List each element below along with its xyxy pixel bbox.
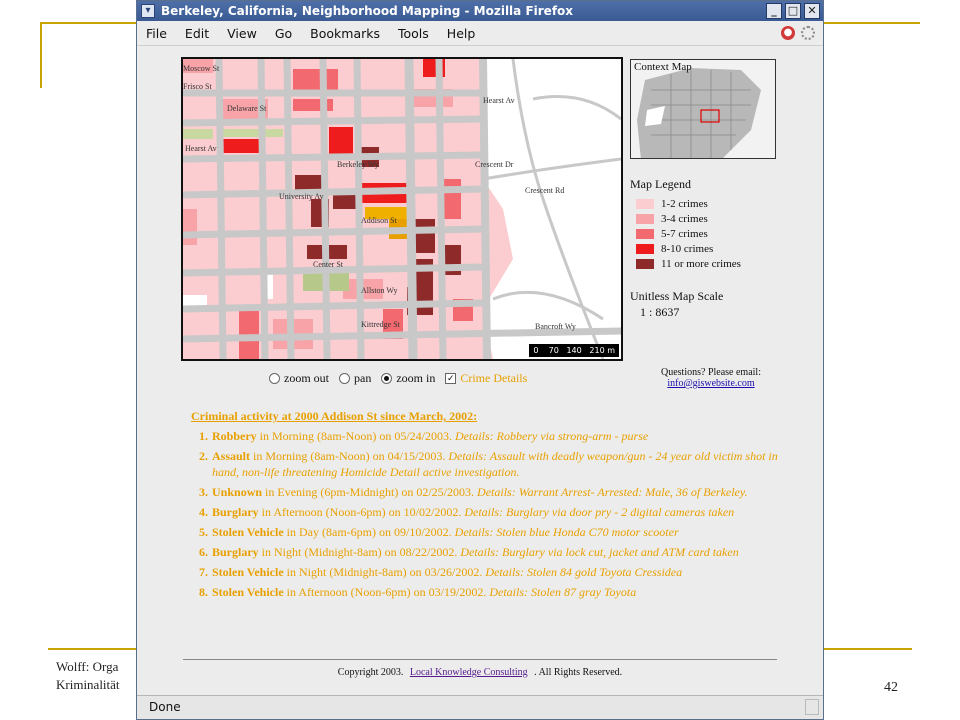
- title-bar[interactable]: [137, 1, 823, 21]
- window-title: Berkeley, California, Neighborhood Mapping - Mozilla Firefox: [161, 4, 574, 18]
- slide-footer: [56, 658, 120, 694]
- list-item: 4. Burglary in Afternoon (Noon-6pm) on 10/02/2002. Details: Burglary via door pry - 2 digital cameras taken: [199, 505, 735, 519]
- page-content: [137, 47, 823, 693]
- svg-text:Berkeley Wy: Berkeley Wy: [337, 160, 379, 169]
- menu-bar: [137, 21, 823, 46]
- legend-swatch: [636, 259, 654, 269]
- status-text: Done: [149, 700, 181, 714]
- menu-edit[interactable]: Edit: [184, 25, 210, 41]
- legend-title: Map Legend: [630, 177, 691, 191]
- context-map-title: Context Map: [634, 61, 692, 73]
- status-panel: [805, 699, 819, 715]
- browser-window: [136, 0, 824, 720]
- toolbar-icons: [781, 26, 815, 40]
- questions-text: Questions? Please email:: [661, 367, 761, 378]
- list-item: 5. Stolen Vehicle in Day (8am-6pm) on 09/10/2002. Details: Stolen blue Honda C70 motor scooter: [199, 525, 679, 539]
- menu-go[interactable]: Go: [274, 25, 293, 41]
- svg-text:Kittredge St: Kittredge St: [361, 320, 400, 329]
- zoom-in-label[interactable]: zoom in: [396, 371, 436, 385]
- window-menu-icon[interactable]: ▾: [141, 4, 155, 18]
- svg-text:Center St: Center St: [313, 260, 343, 269]
- minimize-button[interactable]: _: [766, 3, 782, 19]
- map-scalebar: 0 70 140 210 m: [529, 344, 619, 357]
- contact-email-link[interactable]: info@giswebsite.com: [667, 378, 755, 389]
- svg-text:Crescent Rd: Crescent Rd: [525, 186, 565, 195]
- map-tools: [269, 371, 527, 386]
- svg-text:Crescent Dr: Crescent Dr: [475, 160, 514, 169]
- svg-text:Delaware St: Delaware St: [227, 104, 267, 113]
- list-item: 8. Stolen Vehicle in Afternoon (Noon-6pm) on 03/19/2002. Details: Stolen 87 gray Toyota: [199, 585, 637, 599]
- legend-item: 11 or more crimes: [636, 256, 790, 271]
- slide-left-accent: [40, 22, 42, 88]
- legend-swatch: [636, 229, 654, 239]
- copyright-footer: Copyright 2003. Local Knowledge Consulting . All Rights Reserved.: [337, 667, 623, 678]
- legend-item: 8-10 crimes: [636, 241, 790, 256]
- footer-divider: [183, 659, 777, 660]
- stop-icon[interactable]: ●: [781, 26, 795, 40]
- pan-label[interactable]: pan: [354, 371, 372, 385]
- menu-view[interactable]: View: [227, 25, 257, 41]
- svg-text:Allston Wy: Allston Wy: [361, 286, 398, 295]
- zoom-out-label[interactable]: zoom out: [284, 371, 329, 385]
- slide-footer-line1: Wolff: Orga: [56, 659, 119, 674]
- svg-text:University Av: University Av: [279, 192, 324, 201]
- list-item: 2. Assault in Morning (8am-Noon) on 04/15/2003. Details: Assault with deadly weapon/gun - 24 year old victim shot in hand, non-life threatening Homicide Detail active investigation.: [199, 449, 778, 479]
- menu-file[interactable]: File: [146, 25, 167, 41]
- menu-tools[interactable]: Tools: [398, 25, 429, 41]
- pan-radio[interactable]: [339, 373, 350, 384]
- zoom-out-radio[interactable]: [269, 373, 280, 384]
- list-item: 1. Robbery in Morning (8am-Noon) on 05/24/2003. Details: Robbery via strong-arm - purse: [199, 429, 649, 443]
- scale-value: 1 : 8637: [640, 305, 680, 319]
- list-item: 7. Stolen Vehicle in Night (Midnight-8am) on 03/26/2002. Details: Stolen 84 gold Toyota Cressidea: [199, 565, 683, 579]
- svg-text:Addison St: Addison St: [361, 216, 397, 225]
- list-item: 3. Unknown in Evening (6pm-Midnight) on 02/25/2003. Details: Warrant Arrest- Arrested: Male, 36 of Berkeley.: [199, 485, 748, 499]
- map-legend: [630, 177, 790, 271]
- crime-details-checkbox[interactable]: ✓: [447, 373, 455, 383]
- close-button[interactable]: ✕: [804, 3, 820, 19]
- crime-list-heading: Criminal activity at 2000 Addison St since March, 2002:: [191, 409, 478, 423]
- legend-item: 3-4 crimes: [636, 211, 790, 226]
- list-item: 6. Burglary in Night (Midnight-8am) on 08/22/2002. Details: Burglary via lock cut, jacket and ATM card taken: [199, 545, 739, 559]
- legend-item: 1-2 crimes: [636, 196, 790, 211]
- crime-list: [191, 409, 781, 604]
- legend-swatch: [636, 244, 654, 254]
- legend-swatch: [636, 214, 654, 224]
- crime-details-label[interactable]: Crime Details: [460, 371, 528, 385]
- svg-text:Hearst Av: Hearst Av: [185, 144, 217, 153]
- legend-swatch: [636, 199, 654, 209]
- throbber-icon: [801, 26, 815, 40]
- legend-item: 5-7 crimes: [636, 226, 790, 241]
- questions-block: [651, 367, 771, 389]
- svg-text:Frisco St: Frisco St: [183, 82, 212, 91]
- neighborhood-map[interactable]: [181, 57, 623, 361]
- scale-title: Unitless Map Scale: [630, 289, 724, 303]
- slide-page-number: 42: [884, 680, 898, 695]
- menu-bookmarks[interactable]: Bookmarks: [310, 25, 380, 41]
- svg-text:Moscow St: Moscow St: [183, 64, 220, 73]
- zoom-in-radio[interactable]: [381, 373, 392, 384]
- maximize-button[interactable]: □: [785, 3, 801, 19]
- context-map[interactable]: [630, 59, 776, 159]
- menu-help[interactable]: Help: [446, 25, 476, 41]
- slide-footer-line2: Kriminalität: [56, 677, 120, 692]
- local-knowledge-link[interactable]: Local Knowledge Consulting: [409, 667, 528, 678]
- status-bar: [137, 695, 823, 719]
- svg-text:Hearst Av: Hearst Av: [483, 96, 515, 105]
- svg-text:Bancroft Wy: Bancroft Wy: [535, 322, 576, 331]
